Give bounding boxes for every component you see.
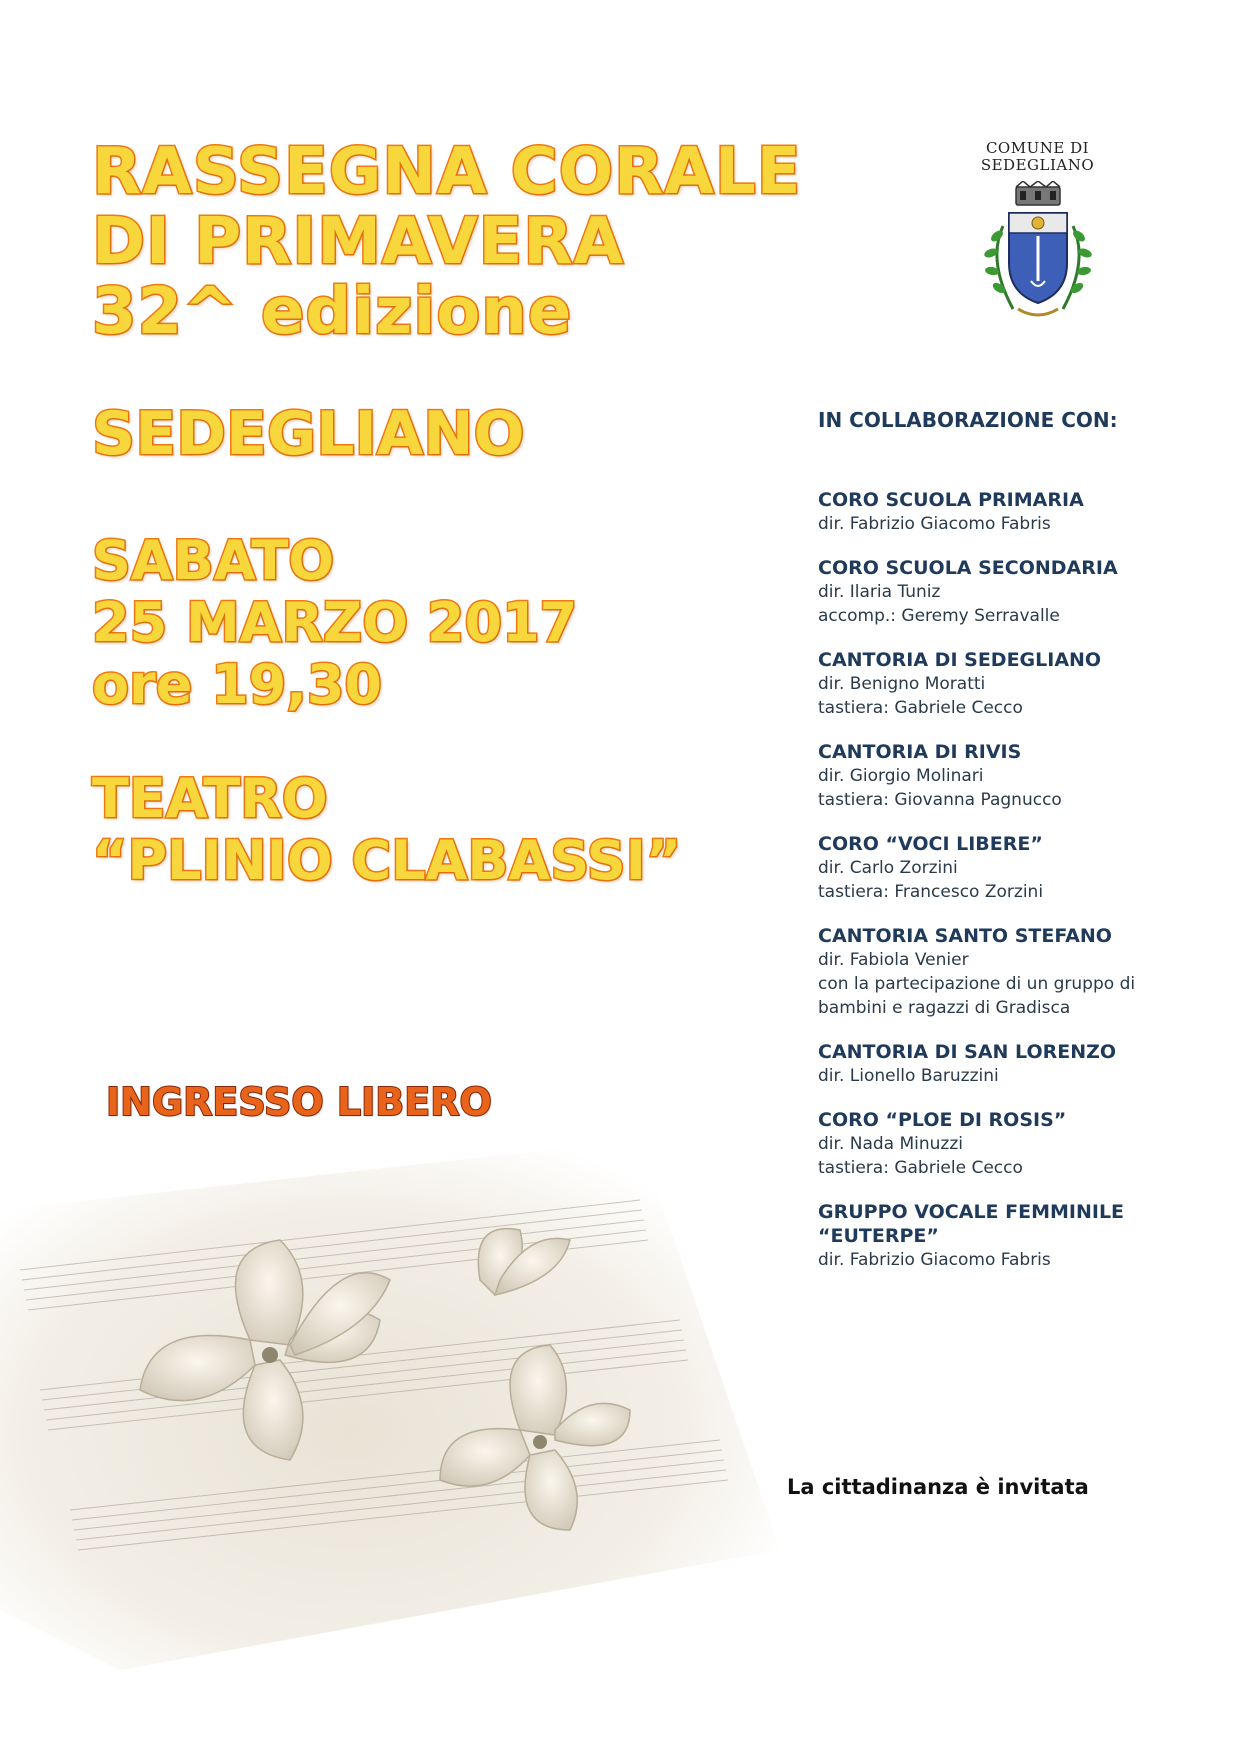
day-label: SABATO	[92, 529, 335, 592]
choir-detail: dir. Ilaria Tuniz	[818, 582, 941, 602]
collaboration-heading: IN COLLABORAZIONE CON:	[818, 408, 1118, 432]
place-label: SEDEGLIANO	[92, 399, 525, 469]
choir-item	[818, 1200, 1218, 1272]
choir-detail: bambini e ragazzi di Gradisca	[818, 998, 1071, 1018]
time-label: ore 19,30	[92, 653, 382, 716]
choir-detail: accomp.: Geremy Serravalle	[818, 606, 1060, 626]
choir-detail: tastiera: Francesco Zorzini	[818, 882, 1044, 902]
choir-detail: dir. Carlo Zorzini	[818, 858, 958, 878]
choir-detail: dir. Fabrizio Giacomo Fabris	[818, 514, 1051, 534]
choir-detail: con la partecipazione di un gruppo di	[818, 974, 1136, 994]
title-line-1: RASSEGNA CORALE	[92, 135, 802, 209]
choir-detail: dir. Lionello Baruzzini	[818, 1066, 999, 1086]
choir-item	[818, 1040, 1218, 1088]
event-title-block	[92, 135, 802, 892]
choir-item	[818, 648, 1218, 720]
choir-name: CORO “VOCI LIBERE”	[818, 833, 1043, 855]
choir-item	[818, 556, 1218, 628]
choir-detail: tastiera: Gabriele Cecco	[818, 698, 1023, 718]
free-entry-label: INGRESSO LIBERO	[106, 1080, 492, 1124]
choir-name: CANTORIA SANTO STEFANO	[818, 925, 1112, 947]
choir-detail: dir. Nada Minuzzi	[818, 1134, 964, 1154]
edition-label: 32^ edizione	[92, 275, 573, 349]
choir-name-continued: “EUTERPE”	[818, 1225, 939, 1247]
choir-item	[818, 924, 1218, 1020]
choir-name: CORO SCUOLA PRIMARIA	[818, 489, 1084, 511]
title-line-2: DI PRIMAVERA	[92, 205, 625, 279]
choir-name: CANTORIA DI SAN LORENZO	[818, 1041, 1117, 1063]
choir-detail: dir. Giorgio Molinari	[818, 766, 984, 786]
choir-item	[818, 488, 1218, 536]
origami-flowers-music-sheet-image	[0, 1130, 800, 1690]
coat-of-arms-icon	[973, 181, 1103, 331]
choir-item	[818, 832, 1218, 904]
invitation-text: La cittadinanza è invitata	[787, 1475, 1089, 1499]
municipality-logo	[950, 140, 1125, 331]
choir-detail: dir. Benigno Moratti	[818, 674, 986, 694]
choir-name: CORO “PLOE DI ROSIS”	[818, 1109, 1067, 1131]
date-label: 25 MARZO 2017	[92, 591, 578, 654]
venue-line-2: “PLINIO CLABASSI”	[92, 829, 682, 892]
choir-item	[818, 740, 1218, 812]
choir-detail: dir. Fabrizio Giacomo Fabris	[818, 1250, 1051, 1270]
choir-name: CANTORIA DI SEDEGLIANO	[818, 649, 1102, 671]
choir-name: GRUPPO VOCALE FEMMINILE	[818, 1201, 1125, 1223]
choir-name: CANTORIA DI RIVIS	[818, 741, 1022, 763]
choir-detail: tastiera: Gabriele Cecco	[818, 1158, 1023, 1178]
collaboration-section	[818, 408, 1218, 1292]
logo-text-line-1: COMUNE DI	[985, 139, 1090, 157]
choir-item	[818, 1108, 1218, 1180]
logo-text-line-2: SEDEGLIANO	[980, 155, 1095, 174]
choir-detail: dir. Fabiola Venier	[818, 950, 969, 970]
choir-detail: tastiera: Giovanna Pagnucco	[818, 790, 1062, 810]
choir-name: CORO SCUOLA SECONDARIA	[818, 557, 1118, 579]
venue-line-1: TEATRO	[92, 767, 328, 830]
